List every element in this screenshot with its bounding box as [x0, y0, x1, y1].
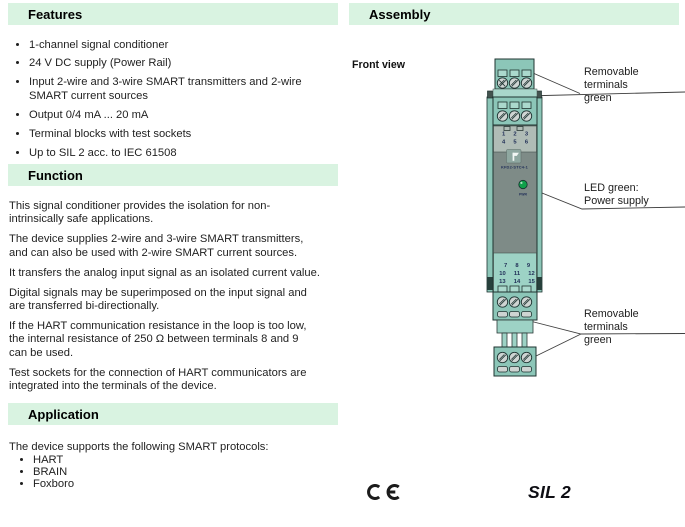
- application-header: [8, 403, 338, 425]
- terminal-screws: [497, 352, 531, 362]
- svg-text:PWR: PWR: [519, 192, 527, 197]
- assembly-title: Assembly: [369, 7, 431, 22]
- device-model-label: KFD2-STC4-1: [500, 164, 529, 170]
- function-paragraph: Digital signals may be superimposed on the input signal and are transferred bi-directionally.: [9, 286, 307, 312]
- svg-text:1 2 3: 1 2 3: [501, 131, 529, 138]
- list-item: • Output 0/4 mA ... 20 mA: [29, 108, 321, 123]
- terminal-screws: [497, 111, 531, 121]
- function-paragraph: The device supplies 2-wire and 3-wire SMART transmitters, and can also be used with 2-wire SMART current sources.: [9, 233, 304, 259]
- annotation-removable-terminals-top: Removable terminals green: [584, 66, 639, 105]
- application-title: Application: [28, 406, 99, 422]
- svg-text:10 11 12: 10 11 12: [499, 271, 535, 277]
- test-sockets: [498, 367, 532, 373]
- function-title: Function: [28, 168, 83, 184]
- features-title: Features: [28, 7, 83, 22]
- list-item: • Up to SIL 2 acc. to IEC 61508: [29, 146, 321, 161]
- application-intro: The device supports the following SMART protocols:: [9, 440, 269, 453]
- function-paragraph: This signal conditioner provides the isolation for non- intrinsically safe applications.: [9, 199, 271, 226]
- application-list: [9, 454, 338, 491]
- terminal-block-top-1: [495, 59, 534, 89]
- svg-text:7 8 9: 7 8 9: [503, 263, 531, 269]
- list-item: • Foxboro: [33, 478, 338, 490]
- list-item: • 24 V DC supply (Power Rail): [29, 56, 321, 71]
- function-paragraph: Test sockets for the connection of HART communicators are integrated into the terminals of the device.: [9, 366, 307, 393]
- front-view-label: Front view: [352, 59, 405, 71]
- list-item: • Input 2-wire and 3-wire SMART transmitters and 2-wire SMART current sources: [29, 75, 321, 104]
- list-item: • 1-channel signal conditioner: [29, 38, 321, 53]
- terminal-block-bottom-1: [493, 292, 537, 320]
- svg-text:13 14 15: 13 14 15: [499, 279, 535, 285]
- features-list: [9, 38, 338, 161]
- ce-mark-icon: [360, 479, 406, 505]
- left-column: [8, 0, 338, 491]
- terminal-screws: [497, 297, 531, 307]
- terminal-block-top-2: [493, 97, 537, 125]
- function-header: [8, 164, 338, 186]
- function-paragraph: If the HART communication resistance in the loop is too low, the internal resistance of 250 Ω between terminals 8 and 9 can be used.: [9, 319, 307, 359]
- test-sockets: [498, 312, 532, 318]
- annotation-led-power: LED green: Power supply: [584, 182, 649, 208]
- wire-entry-row: [498, 286, 531, 292]
- terminal-connector: [497, 320, 533, 347]
- terminal-gap-strip: [493, 89, 537, 97]
- annotation-removable-terminals-bottom: Removable terminals green: [584, 308, 639, 347]
- terminal-block-bottom-2: [494, 347, 536, 376]
- list-item: • BRAIN: [33, 466, 338, 478]
- list-item: • HART: [33, 454, 338, 466]
- terminal-screws: [497, 78, 531, 88]
- svg-text:4 5 6: 4 5 6: [501, 139, 529, 146]
- list-item: • Terminal blocks with test sockets: [29, 127, 321, 142]
- features-header: [8, 3, 338, 25]
- function-paragraph: It transfers the analog input signal as an isolated current value.: [9, 266, 320, 279]
- assembly-header: [349, 3, 679, 25]
- brand-logo-icon: [507, 150, 522, 164]
- sil-2-badge: SIL 2: [528, 482, 572, 502]
